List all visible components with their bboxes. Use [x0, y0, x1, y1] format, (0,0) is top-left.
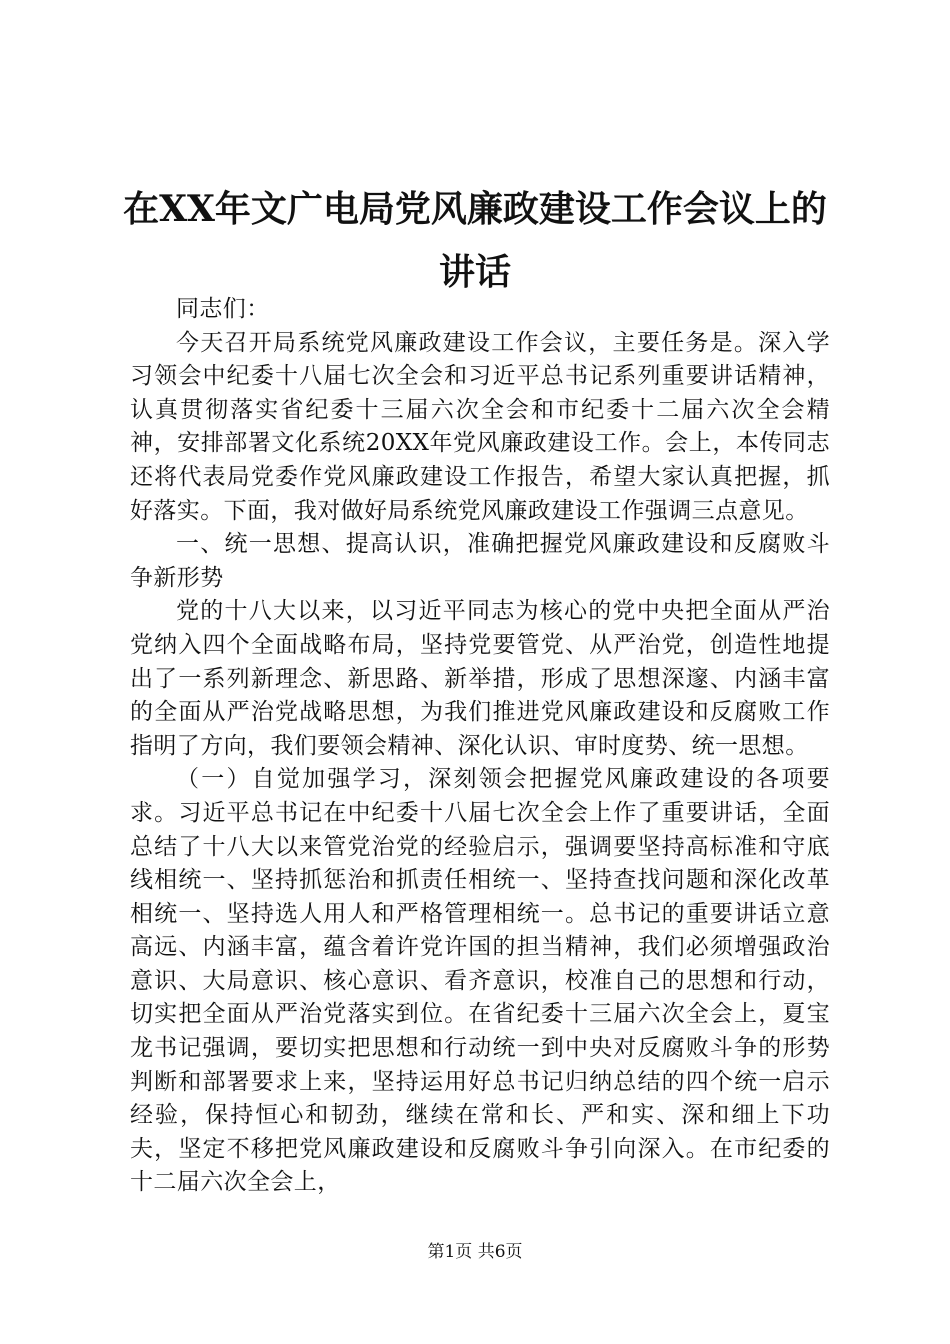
body-paragraph: 今天召开局系统党风廉政建设工作会议，主要任务是。深入学习领会中纪委十八届七次全会和习近平总书记系列重要讲话精神，认真贯彻落实省纪委十三届六次全会和市纪委十二届六次全会精神，安排部署文化系统20XX年党风廉政建设工作。会上，本传同志还将代表局党委作党风廉政建设工作报告，希望大家认真把握，抓好落实。下面，我对做好局系统党风廉政建设工作强调三点意见。 — [130, 329, 830, 524]
section-heading-paragraph: 一、统一思想、提高认识，准确把握党风廉政建设和反腐败斗争新形势 — [130, 531, 830, 591]
document-title-line2: 讲话 — [438, 251, 511, 293]
salutation-paragraph: 同志们： — [176, 296, 270, 322]
document-body — [130, 293, 830, 1200]
page-footer: 第1页 共6页 — [427, 1242, 523, 1262]
document-title-line1: 在XX年文广电局党风廉政建设工作会议上的 — [123, 188, 827, 230]
body-paragraph: 党的十八大以来，以习近平同志为核心的党中央把全面从严治党纳入四个全面战略布局，坚持党要管党、从严治党，创造性地提出了一系列新理念、新思路、新举措，形成了思想深邃、内涵丰富的全面从严治党战略思想，为我们推进党风廉政建设和反腐败工作指明了方向，我们要领会精神、深化认识、审时度势、统一思想。 — [130, 598, 830, 759]
body-paragraph: （一）自觉加强学习，深刻领会把握党风廉政建设的各项要求。习近平总书记在中纪委十八届七次全会上作了重要讲话，全面总结了十八大以来管党治党的经验启示，强调要坚持高标准和守底线相统一、坚持抓惩治和抓责任相统一、坚持查找问题和深化改革相统一、坚持选人用人和严格管理相统一。总书记的重要讲话立意高远、内涵丰富，蕴含着许党许国的担当精神，我们必须增强政治意识、大局意识、核心意识、看齐意识，校准自己的思想和行动，切实把全面从严治党落实到位。在省纪委十三届六次全会上，夏宝龙书记强调，要切实把思想和行动统一到中央对反腐败斗争的形势判断和部署要求上来，坚持运用好总书记归纳总结的四个统一启示经验，保持恒心和韧劲，继续在常和长、严和实、深和细上下功夫，坚定不移把党风廉政建设和反腐败斗争引向深入。在市纪委的十二届六次全会上， — [130, 766, 830, 1196]
